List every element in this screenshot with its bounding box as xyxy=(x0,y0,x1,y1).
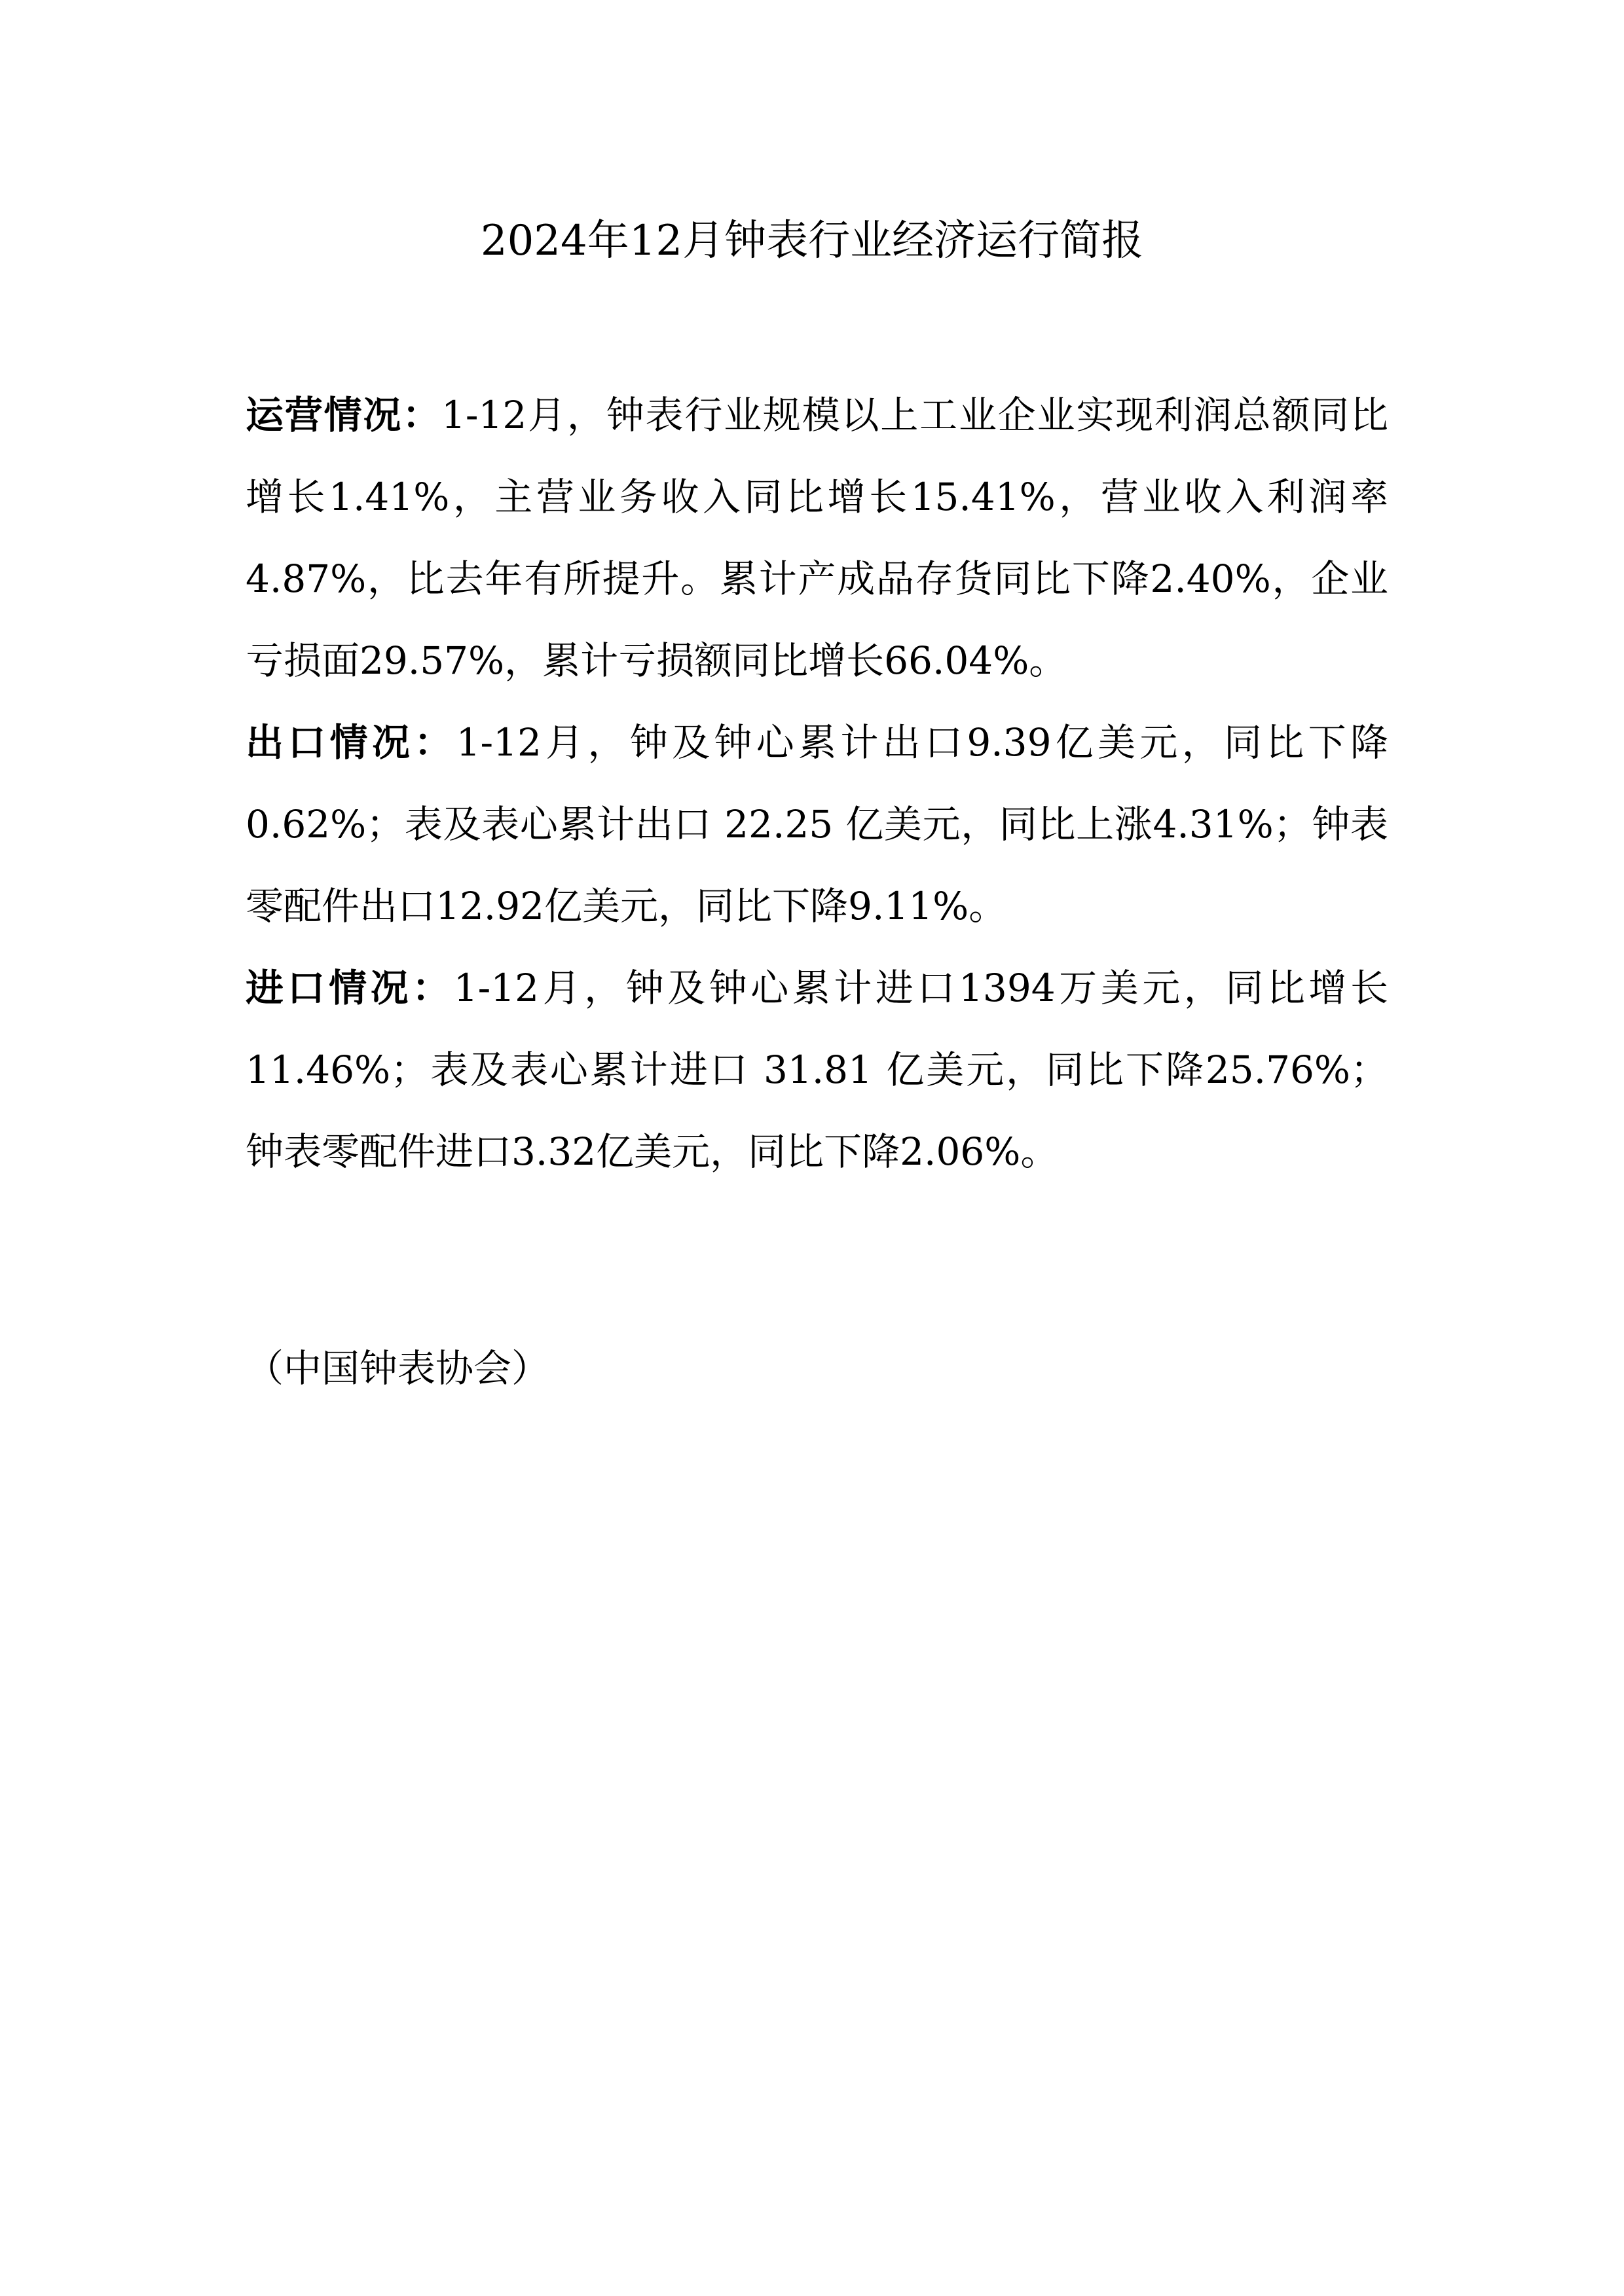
section-exports-text: 1-12月，钟及钟心累计出口9.39亿美元，同比下降 0.62%；表及表心累计出口 22.25 亿美元，同比上涨4.31%；钟表零配件出口12.92亿美元，同比下降9.11%。 xyxy=(246,720,1388,928)
document-title: 2024年12月钟表行业经济运行简报 xyxy=(480,217,1144,265)
section-exports xyxy=(246,702,1388,947)
document-signature: （中国钟表协会） xyxy=(246,1346,550,1391)
section-operations xyxy=(246,374,1388,702)
section-operations-text: 1-12月，钟表行业规模以上工业企业实现利润总额同比增长1.41%，主营业务收入同比增长15.41%，营业收入利润率 4.87%，比去年有所提升。累计产成品存货同比下降2.40%，企业亏损面29.57%，累计亏损额同比增长66.04%。 xyxy=(246,393,1388,683)
section-imports xyxy=(246,947,1388,1193)
section-imports-label: 进口情况： xyxy=(246,966,454,1010)
section-exports-label: 出口情况： xyxy=(246,720,456,765)
section-imports-text: 1-12月，钟及钟心累计进口1394万美元，同比增长 11.46%；表及表心累计进口 31.81 亿美元，同比下降25.76%；钟表零配件进口3.32亿美元，同比下降2.06%。 xyxy=(246,966,1388,1174)
section-operations-label: 运营情况： xyxy=(246,393,442,437)
document-body xyxy=(246,374,1388,1193)
